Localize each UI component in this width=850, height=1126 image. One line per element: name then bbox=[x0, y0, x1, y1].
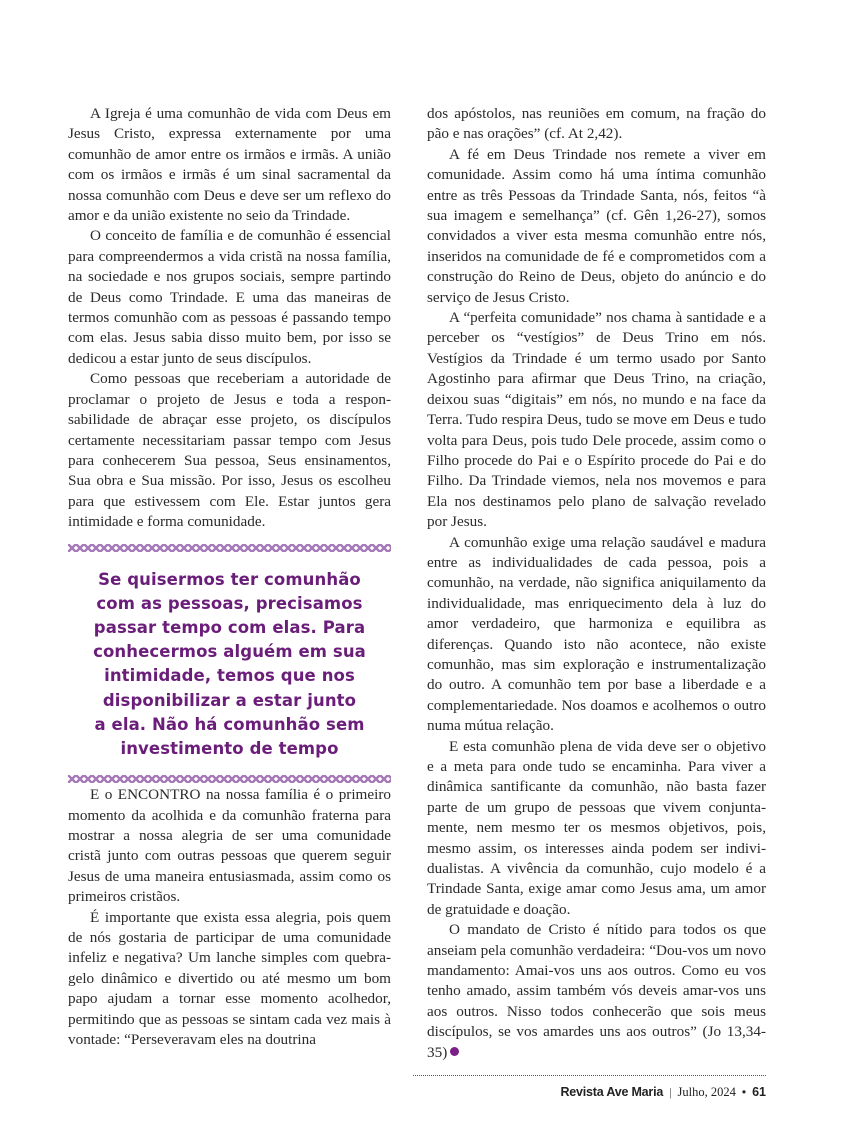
pull-quote-line: passar tempo com elas. Para bbox=[93, 617, 366, 637]
magazine-name: Revista Ave Maria bbox=[560, 1085, 664, 1099]
diamond-divider-bottom bbox=[68, 773, 391, 785]
pull-quote bbox=[68, 568, 391, 762]
pull-quote-line: investimento de tempo bbox=[120, 738, 339, 758]
pull-quote-line: com as pessoas, precisamos bbox=[96, 593, 363, 613]
pull-quote-line: a ela. Não há comunhão sem bbox=[94, 714, 365, 734]
paragraph: A “perfeita comunidade” nos chama à santidade e a perceber os “vestígios” de Deus Trino em nós. Vestígios da Trindade é um termo usado por Santo Agostinho para afirmar que Deus Trino, na criação, deixou suas “digitais” em nós, no mundo e na face da Terra. Tudo respira Deus, tudo se move em Deus e tudo volta para Deus, pois tudo Dele procede, assim como o Filho procede do Pai e o Espírito procede do Pai e do Filho. Da Trindade viemos, nela nos movemos e para Ela nos destinamos pelo plano de salvação revelado por Jesus. bbox=[427, 309, 766, 531]
paragraph: É importante que exista essa alegria, pois quem de nós gostaria de participar de uma comunidade infeliz e negativa? Um lanche simples com quebra-gelo dinâmico e divertido ou até mesmo um bom papo ajudam a tornar esse momento acolhedor, permitindo que as pessoas se sintam cada vez mais à vontade: “Perseveravam eles na doutrina bbox=[68, 908, 391, 1049]
paragraph: Como pessoas que receberiam a autoridade de proclamar o projeto de Jesus e toda a responsabilidade de abraçar esse projeto, os discípulos certamente necessitariam passar tempo com Jesus para conhecerem Sua pessoa, Seus ensinamentos, Sua obra e Sua missão. Por isso, Jesus os escolheu para que estivessem com Ele. Estar juntos gera intimidade e forma comunidade. bbox=[68, 370, 391, 531]
footer-bullet: • bbox=[741, 1085, 747, 1099]
pull-quote-line: disponibilizar a estar junto bbox=[102, 690, 357, 710]
left-column bbox=[68, 104, 391, 1050]
pull-quote-line: intimidade, temos que nos bbox=[104, 666, 355, 686]
issue-date: Julho, 2024 bbox=[677, 1085, 736, 1099]
footer-separator: | bbox=[669, 1085, 672, 1099]
end-of-article-dot-icon bbox=[450, 1047, 459, 1056]
paragraph bbox=[427, 920, 766, 1063]
paragraph: O conceito de família e de comunhão é essencial para compreendermos a vida cristã na nossa família, na sociedade e nos grupos sociais, sempre partindo de Deus como Trindade. E uma das maneiras de termos comunhão com as pessoas é passando tempo com elas. Jesus sabia disso muito bem, por isso se dedicou a estar junto de seus discípulos. bbox=[68, 227, 391, 367]
paragraph: E esta comunhão plena de vida deve ser o objetivo e a meta para onde tudo se encaminha. Para viver a dinâmica santificante da comunhão, não basta fazer parte de um grupo de pessoas que vivem conjuntamente, nem mesmo ter os mesmos objetivos, pois, mesmo assim, os interesses ainda podem ser individualistas. A vivência da comunhão, cujo modelo é a Trindade Santa, exige amar como Jesus ama, um amor de gratuidade e doação. bbox=[427, 737, 766, 918]
pull-quote-line: Se quisermos ter comunhão bbox=[98, 569, 361, 589]
footer-dotted-rule bbox=[413, 1075, 766, 1076]
final-paragraph-text: O mandato de Cristo é nítido para todos os que anseiam pela comunhão verdadeira: “Dou-vos um novo mandamento: Amai-vos uns aos outros. Como eu vos tenho amado, assim também vós deveis amar-vos uns aos outros. Nisso todos conhecerão que sois meus discípulos, se vos amardes uns aos outros” (Jo 13,34-35) bbox=[427, 921, 766, 1061]
pull-quote-line: conhecermos alguém em sua bbox=[93, 642, 366, 662]
paragraph: E o ENCONTRO na nossa família é o primeiro momento da acolhida e da comunhão fraterna para mostrar a nossa alegria de ser uma comunidade cristã junto com outras pessoas que querem seguir Jesus de uma maneira entusiasmada, assim como os primeiros cristãos. bbox=[68, 786, 391, 906]
right-column bbox=[427, 104, 766, 1063]
page-footer bbox=[560, 1085, 766, 1100]
paragraph: A comunhão exige uma relação saudável e madura entre as individualidades de cada pessoa, pois a comunhão, na verdade, não significa aniquilamento da individualidade, mas enriquecimento dela à luz do amor verdadeiro, que harmoniza e equilibra as diferenças. Quando isto não acontece, não existe comunhão, mas sim exploração e instrumentalização do outro. A comunhão tem por base a liberdade e a complementariedade. Nos doamos e acolhemos o outro numa mútua relação. bbox=[427, 533, 766, 735]
paragraph: A Igreja é uma comunhão de vida com Deus em Jesus Cristo, expressa externamente por uma comunhão de amor entre os irmãos e irmãs. A união com os irmãos e irmãs é um sinal sacramental da nossa comunhão com Deus e deve ser um reflexo do amor e da união existente no seio da Trindade. bbox=[68, 105, 391, 225]
page-number: 61 bbox=[752, 1085, 766, 1099]
diamond-divider-top bbox=[68, 542, 391, 554]
paragraph-continuation: dos apóstolos, nas reuniões em comum, na fração do pão e nas orações” (cf. At 2,42). bbox=[427, 105, 766, 143]
paragraph: A fé em Deus Trindade nos remete a viver em comunidade. Assim como há uma íntima comunhão entre as três Pessoas da Trindade Santa, nós, feitos “à sua imagem e semelhança” (cf. Gên 1,26-27), somos convidados a viver esta mesma comunhão entre nós, inseridos na comunidade de fé e comprometidos com a construção do Reino de Deus, objeto do anúncio e do serviço de Jesus Cristo. bbox=[427, 145, 766, 306]
